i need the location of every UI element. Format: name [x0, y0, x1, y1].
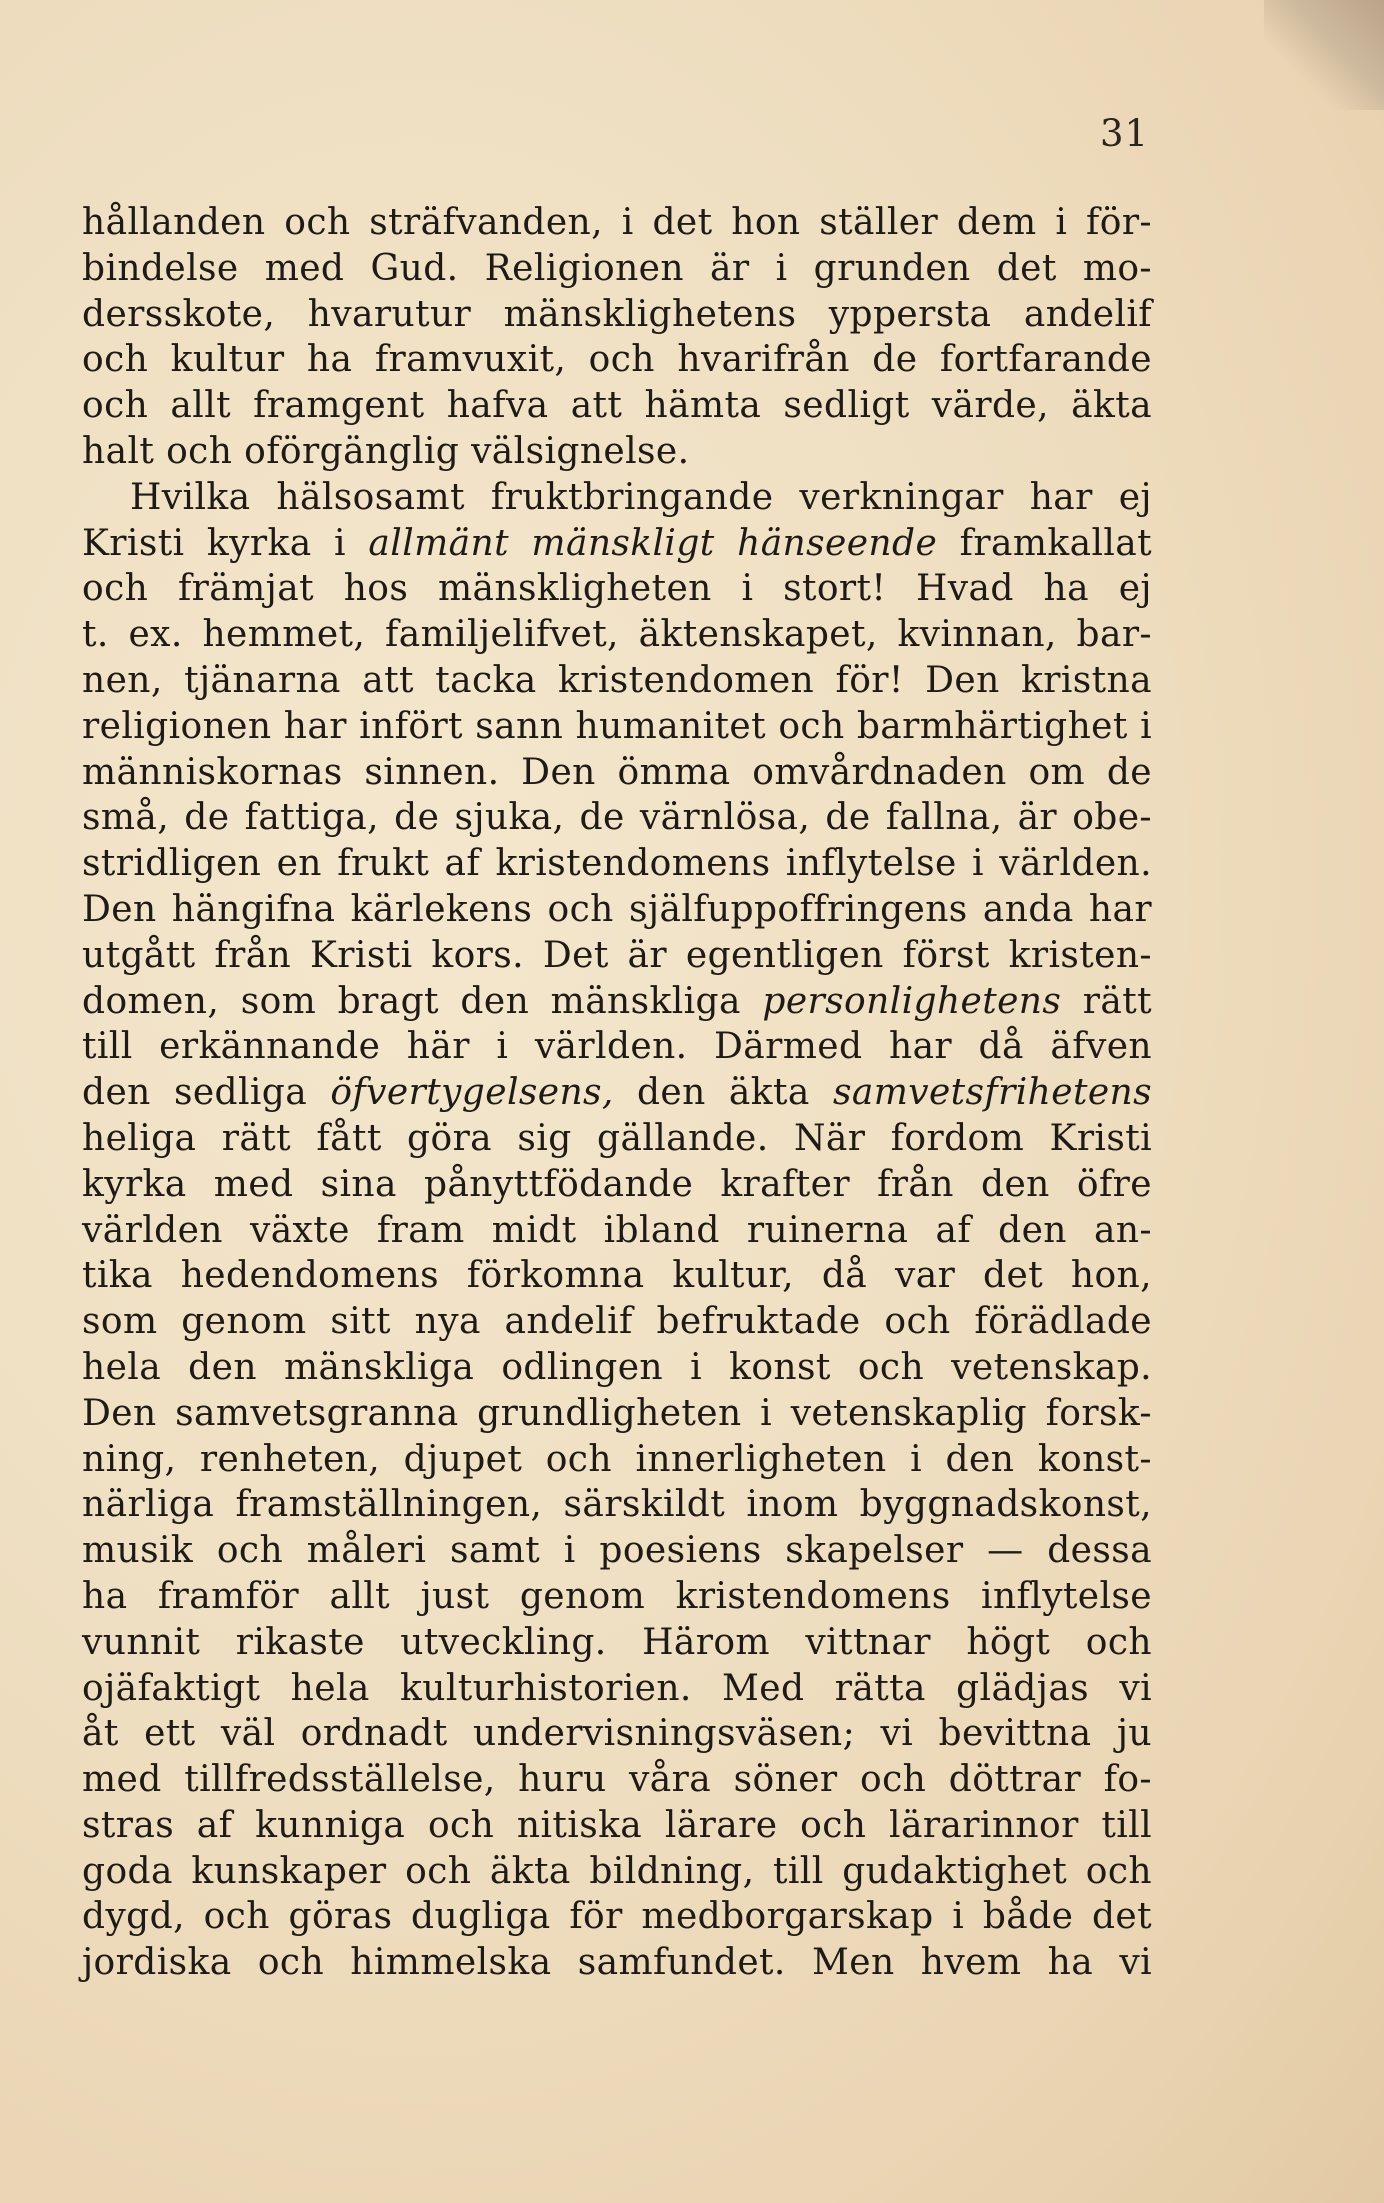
text-segment: ha framför allt just genom kristendomens inflytelse — [82, 1575, 1152, 1617]
text-line — [82, 292, 1152, 338]
text-line — [82, 1253, 1152, 1299]
text-line — [82, 1803, 1152, 1849]
text-segment: heliga rätt fått göra sig gällande. När fordom Kristi — [82, 1117, 1152, 1159]
text-segment: som genom sitt nya andelif befruktade och förädlade — [82, 1301, 1152, 1343]
text-line — [82, 1757, 1152, 1803]
emphasized-text: personlighetens — [762, 980, 1062, 1022]
text-segment: närliga framställningen, särskildt inom byggnadskonst, — [82, 1484, 1152, 1526]
text-segment: små, de fattiga, de sjuka, de värnlösa, de fallna, är obe- — [82, 797, 1152, 839]
text-segment: halt och oförgänglig välsignelse. — [82, 430, 690, 472]
text-line — [82, 612, 1152, 658]
text-line — [82, 750, 1152, 796]
text-segment: goda kunskaper och äkta bildning, till gudaktighet och — [82, 1850, 1152, 1892]
text-line — [82, 1070, 1152, 1116]
text-line — [82, 246, 1152, 292]
body-text — [82, 200, 1152, 1986]
text-segment: ning, renheten, djupet och innerligheten i den konst- — [82, 1438, 1152, 1480]
text-segment: tika hedendomens förkomna kultur, då var det hon, — [82, 1255, 1152, 1297]
text-line — [82, 200, 1152, 246]
text-line — [82, 1345, 1152, 1391]
text-segment: Den hängifna kärlekens och själfuppoffringens anda har — [82, 888, 1152, 930]
text-line — [82, 1437, 1152, 1483]
text-line — [82, 521, 1152, 567]
folded-corner — [1264, 0, 1384, 110]
text-segment: utgått från Kristi kors. Det är egentligen först kristen- — [82, 934, 1152, 976]
text-segment: hela den mänskliga odlingen i konst och vetenskap. — [82, 1346, 1152, 1388]
text-segment: Hvilka hälsosamt fruktbringande verkningar har ej — [130, 476, 1152, 518]
text-line — [82, 1711, 1152, 1757]
text-segment: ojäfaktigt hela kulturhistorien. Med rätta glädjas vi — [82, 1667, 1152, 1709]
text-line — [82, 1116, 1152, 1162]
text-segment: kyrka med sina pånyttfödande krafter från den öfre — [82, 1163, 1152, 1205]
text-segment: Kristi kyrka i — [82, 522, 369, 564]
text-line — [82, 658, 1152, 704]
text-segment: världen växte fram midt ibland ruinerna af den an- — [82, 1209, 1152, 1251]
text-line — [82, 383, 1152, 429]
text-line — [82, 1208, 1152, 1254]
text-segment: nen, tjänarna att tacka kristendomen för! Den kristna — [82, 659, 1152, 701]
text-line — [82, 566, 1152, 612]
text-segment: musik och måleri samt i poesiens skapelser — dessa — [82, 1530, 1152, 1572]
text-line — [82, 704, 1152, 750]
text-segment: jordiska och himmelska samfundet. Men hvem ha vi — [82, 1942, 1152, 1984]
text-segment: och främjat hos mänskligheten i stort! Hvad ha ej — [82, 568, 1152, 610]
text-segment: och kultur ha framvuxit, och hvarifrån de fortfarande — [82, 339, 1152, 381]
text-line — [82, 887, 1152, 933]
text-segment: framkallat — [937, 522, 1153, 564]
text-segment: den sedliga — [82, 1072, 331, 1114]
text-segment: människornas sinnen. Den ömma omvårdnaden om de — [82, 751, 1152, 793]
page-number: 31 — [1100, 112, 1150, 155]
text-segment: dersskote, hvarutur mänsklighetens yppersta andelif — [82, 293, 1152, 335]
text-line — [82, 1299, 1152, 1345]
text-segment: t. ex. hemmet, familjelifvet, äktenskapet, kvinnan, bar- — [82, 614, 1152, 656]
text-line — [82, 933, 1152, 979]
text-line — [82, 1894, 1152, 1940]
text-segment: domen, som bragt den mänskliga — [82, 980, 763, 1022]
text-segment: den äkta — [613, 1072, 833, 1114]
text-line — [82, 795, 1152, 841]
text-segment: stras af kunniga och nitiska lärare och lärarinnor till — [82, 1804, 1152, 1846]
emphasized-text: samvetsfrihetens — [832, 1072, 1152, 1114]
text-segment: till erkännande här i världen. Därmed har då äfven — [82, 1026, 1152, 1068]
text-line — [82, 337, 1152, 383]
emphasized-text: öfvertygelsens, — [330, 1072, 614, 1114]
text-segment: och allt framgent hafva att hämta sedligt värde, äkta — [82, 385, 1152, 427]
text-line — [82, 1024, 1152, 1070]
text-line — [82, 1849, 1152, 1895]
text-segment: vunnit rikaste utveckling. Härom vittnar högt och — [82, 1621, 1152, 1663]
text-segment: med tillfredsställelse, huru våra söner och döttrar fo- — [82, 1759, 1152, 1801]
text-line — [82, 1391, 1152, 1437]
text-line — [82, 841, 1152, 887]
text-segment: dygd, och göras dugliga för medborgarskap i både det — [82, 1896, 1152, 1938]
emphasized-text: allmänt mänskligt hänseende — [368, 522, 938, 564]
text-line — [82, 1940, 1152, 1986]
text-segment: religionen har infört sann humanitet och barmhärtighet i — [82, 705, 1152, 747]
text-segment: rätt — [1061, 980, 1152, 1022]
text-line — [82, 1528, 1152, 1574]
text-segment: åt ett väl ordnadt undervisningsväsen; vi bevittna ju — [82, 1713, 1152, 1755]
text-line — [82, 979, 1152, 1025]
text-line — [82, 475, 1152, 521]
text-segment: stridligen en frukt af kristendomens inflytelse i världen. — [82, 843, 1152, 885]
text-segment: Den samvetsgranna grundligheten i vetenskaplig forsk- — [82, 1392, 1152, 1434]
text-line — [82, 1482, 1152, 1528]
text-segment: hållanden och sträfvanden, i det hon ställer dem i för- — [82, 202, 1152, 243]
text-line — [82, 1620, 1152, 1666]
text-line — [82, 1574, 1152, 1620]
text-segment: bindelse med Gud. Religionen är i grunden det mo- — [82, 247, 1152, 289]
text-line — [82, 1666, 1152, 1712]
text-line — [82, 1162, 1152, 1208]
text-line — [82, 429, 1152, 475]
